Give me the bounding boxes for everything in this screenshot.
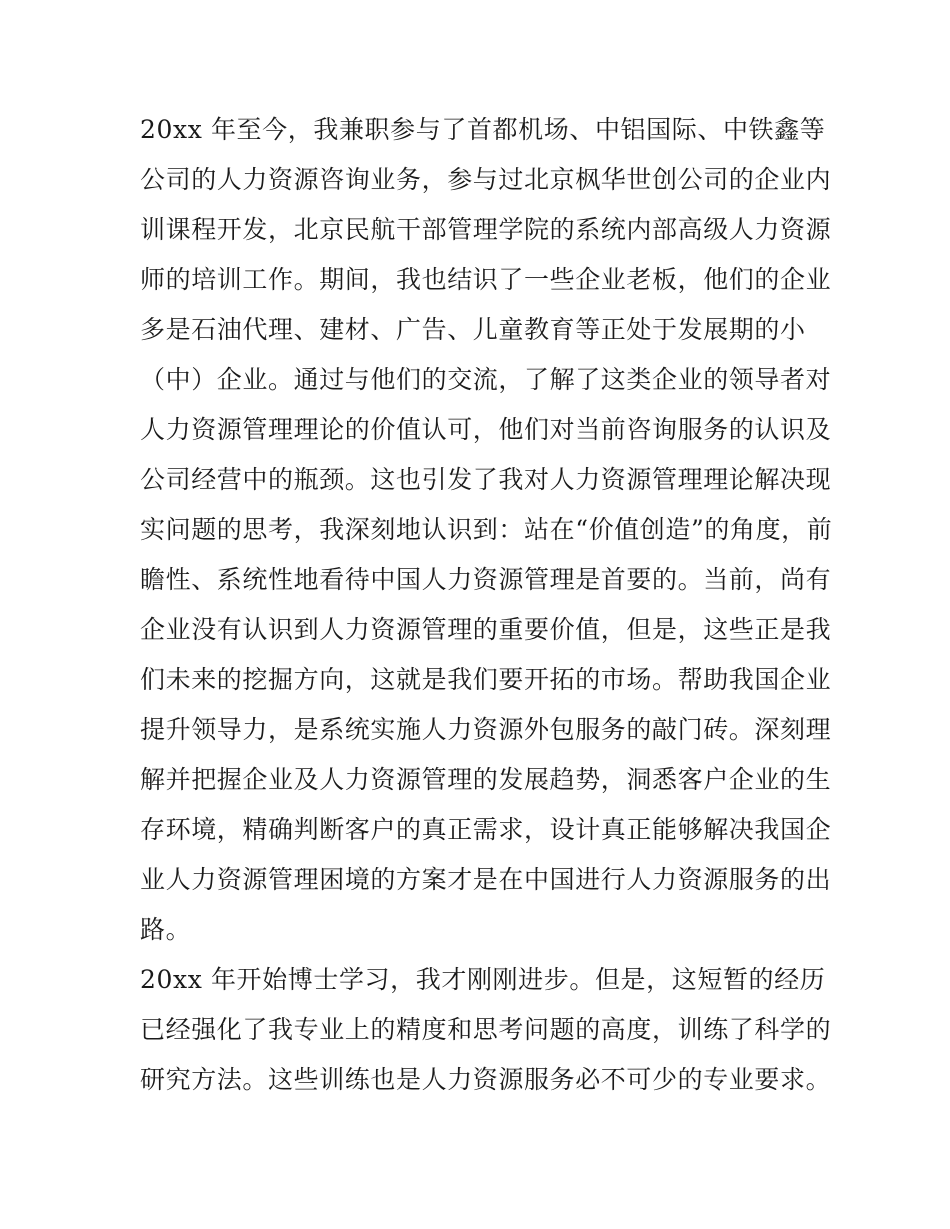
paragraph-2-line-3: 研究方法。这些训练也是人力资源服务必不可少的专业要求。	[140, 1065, 832, 1094]
paragraph-1-line-15: 存环境，精确判断客户的真正需求，设计真正能够解决我国企	[140, 815, 832, 844]
paragraph-1-line-3: 训课程开发，北京民航干部管理学院的系统内部高级人力资源	[140, 215, 832, 244]
paragraph-1-line-17: 路。	[140, 915, 192, 944]
paragraph-1-line-11: 企业没有认识到人力资源管理的重要价值，但是，这些正是我	[140, 615, 832, 644]
paragraph-1-line-12: 们未来的挖掘方向，这就是我们要开拓的市场。帮助我国企业	[140, 665, 832, 694]
paragraph-1-line-14: 解并把握企业及人力资源管理的发展趋势，洞悉客户企业的生	[140, 765, 832, 794]
paragraph-1-line-1: 20xx 年至今，我兼职参与了首都机场、中铝国际、中铁鑫等	[140, 115, 826, 144]
paragraph-1-line-7: 人力资源管理理论的价值认可，他们对当前咨询服务的认识及	[140, 415, 832, 444]
paragraph-1-line-5: 多是石油代理、建材、广告、儿童教育等正处于发展期的小	[140, 315, 806, 344]
paragraph-1-line-16: 业人力资源管理困境的方案才是在中国进行人力资源服务的出	[140, 865, 832, 894]
paragraph-1-line-2: 公司的人力资源咨询业务，参与过北京枫华世创公司的企业内	[140, 165, 832, 194]
paragraph-1-line-10: 瞻性、系统性地看待中国人力资源管理是首要的。当前，尚有	[140, 565, 832, 594]
paragraph-1-line-4: 师的培训工作。期间，我也结识了一些企业老板，他们的企业	[140, 265, 832, 294]
paragraph-1-line-9: 实问题的思考，我深刻地认识到：站在“价值创造”的角度，前	[140, 515, 833, 544]
paragraph-1-line-8: 公司经营中的瓶颈。这也引发了我对人力资源管理理论解决现	[140, 465, 832, 494]
paragraph-1-line-6: （中）企业。通过与他们的交流，了解了这类企业的领导者对	[140, 365, 832, 394]
paragraph-2-line-1: 20xx 年开始博士学习，我才刚刚进步。但是，这短暂的经历	[140, 965, 826, 994]
paragraph-1-line-13: 提升领导力，是系统实施人力资源外包服务的敲门砖。深刻理	[140, 715, 832, 744]
paragraph-2-line-2: 已经强化了我专业上的精度和思考问题的高度，训练了科学的	[140, 1015, 832, 1044]
